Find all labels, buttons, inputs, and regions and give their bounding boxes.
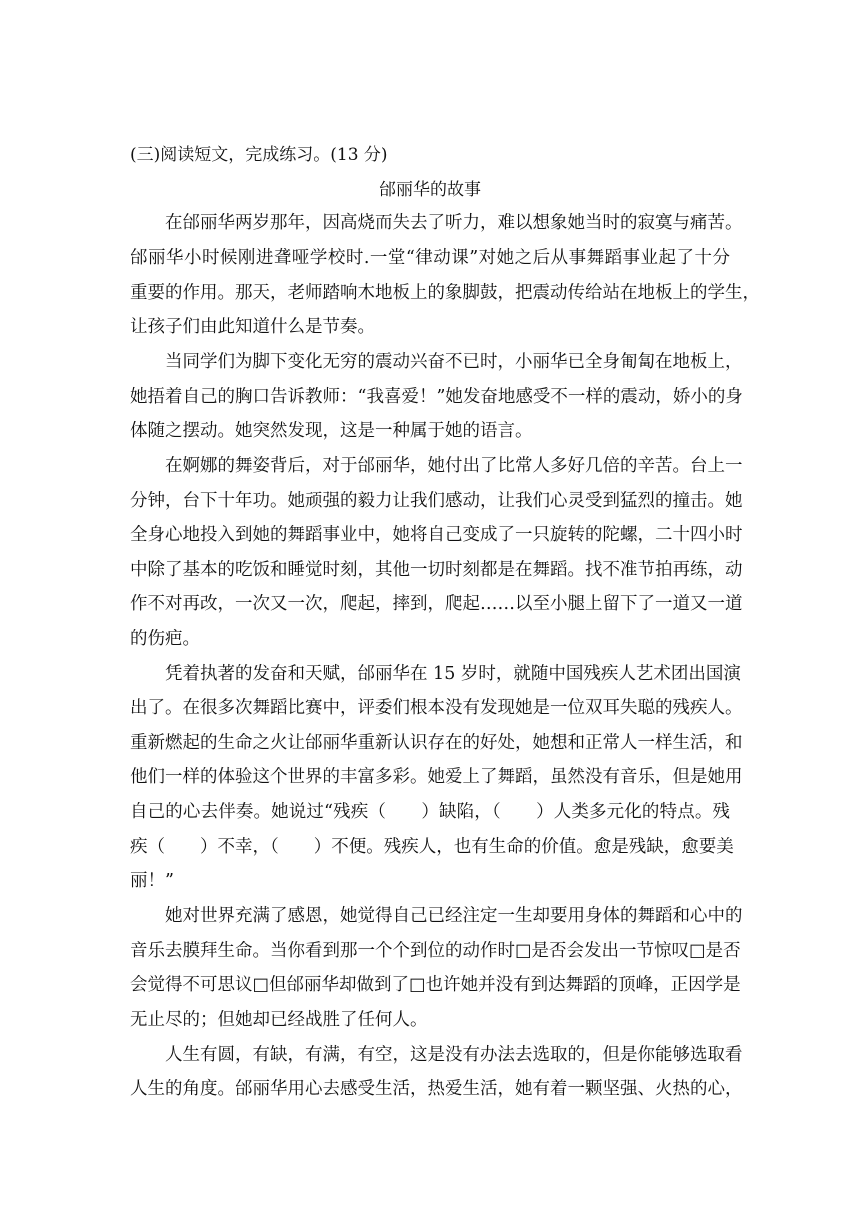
- text-line: 自己的心去伴奏。她说过“残疾（ ）缺陷，（ ）人类多元化的特点。残: [130, 802, 730, 822]
- story-title: 邰丽华的故事: [379, 180, 481, 200]
- text-line: 作不对再改，一次又一次，爬起，摔到，爬起……以至小腿上留下了一道又一道: [130, 594, 743, 614]
- text-line: 邰丽华小时候刚进聋哑学校时.一堂“律动课”对她之后从事舞蹈事业起了十分: [130, 248, 730, 268]
- text-line: 中除了基本的吃饭和睡觉时刻，其他一切时刻都是在舞蹈。找不准节拍再练，动: [130, 560, 743, 580]
- text-line: 分钟，台下十年功。她顽强的毅力让我们感动，让我们心灵受到猛烈的撞击。她: [130, 491, 743, 511]
- text-line: 会觉得不可思议□但邰丽华却做到了□也许她并没有到达舞蹈的顶峰，正因学是: [130, 975, 741, 995]
- text-line: 丽！”: [130, 871, 174, 891]
- text-line: 她对世界充满了感恩，她觉得自己已经注定一生却要用身体的舞蹈和心中的: [165, 906, 743, 926]
- text-line: 音乐去膜拜生命。当你看到那一个个到位的动作时□是否会发出一节惊叹□是否: [130, 941, 741, 961]
- text-line: 出了。在很多次舞蹈比赛中，评委们根本没有发现她是一位双耳失聪的残疾人。: [130, 698, 743, 718]
- text-line: 体随之摆动。她突然发现，这是一种属于她的语言。: [130, 421, 533, 441]
- text-line: 无止尽的；但她却已经战胜了任何人。: [130, 1010, 428, 1030]
- text-line: 全身心地投入到她的舞蹈事业中，她将自己变成了一只旋转的陀螺，二十四小时: [130, 525, 743, 545]
- text-line: 在邰丽华两岁那年，因高烧而失去了听力，难以想象她当时的寂寞与痛苦。: [165, 213, 743, 233]
- section-heading: (三)阅读短文，完成练习。(13 分): [130, 145, 388, 165]
- text-line: 人生的角度。邰丽华用心去感受生活，热爱生活，她有着一颗坚强、火热的心，: [130, 1079, 743, 1099]
- text-line: 凭着执著的发奋和天赋，邰丽华在 15 岁时，就随中国残疾人艺术团出国演: [165, 664, 741, 684]
- text-line: 在婀娜的舞姿背后，对于邰丽华，她付出了比常人多好几倍的辛苦。台上一: [165, 456, 743, 476]
- text-line: 疾（ ）不幸，（ ）不便。残疾人，也有生命的价值。愈是残缺，愈要美: [130, 837, 734, 857]
- text-line: 她捂着自己的胸口告诉教师：“我喜爱！”她发奋地感受不一样的震动，娇小的身: [130, 387, 743, 407]
- text-line: 让孩子们由此知道什么是节奏。: [130, 317, 375, 337]
- text-line: 当同学们为脚下变化无穷的震动兴奋不已时，小丽华已全身匍匐在地板上，: [165, 352, 743, 372]
- text-line: 重要的作用。那天，老师踏响木地板上的象脚鼓，把震动传给站在地板上的学生，: [130, 283, 760, 303]
- text-line: 他们一样的体验这个世界的丰富多彩。她爱上了舞蹈，虽然没有音乐，但是她用: [130, 767, 743, 787]
- text-line: 重新燃起的生命之火让邰丽华重新认识存在的好处，她想和正常人一样生活，和: [130, 733, 743, 753]
- text-line: 的伤疤。: [130, 629, 200, 649]
- text-line: 人生有圆，有缺，有满，有空，这是没有办法去选取的，但是你能够选取看: [165, 1045, 743, 1065]
